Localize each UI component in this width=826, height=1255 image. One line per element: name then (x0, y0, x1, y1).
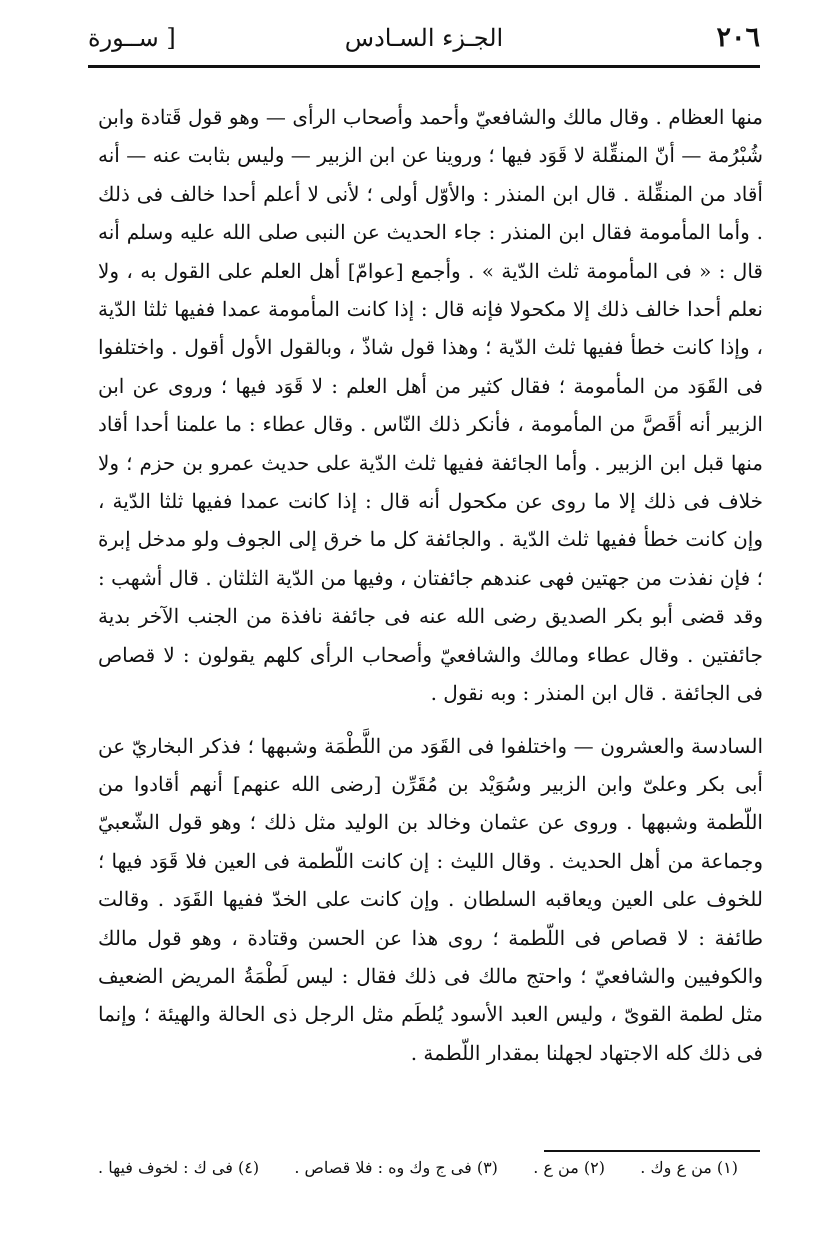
footnotes (98, 1158, 738, 1177)
paragraph-2: السادسة والعشرون — واختلفوا فى القَوَد من اللَّطْمَة وشبهها ؛ فذكر البخاريّ عن أبى بكر وعلىّ وابن الزبير وسُوَيْد بن مُقَرِّن [رضى الله عنهم] أنهم أقادوا من اللّطمة وشبهها . وروى عن عثمان وخالد بن الوليد مثل ذلك ؛ وهو قول الشّعبيّ وجماعة من أهل الحديث . وقال الليث : إن كانت اللّطمة فى العين فلا قَوَد فيها ؛ للخوف على العين ويعاقبه السلطان . وإن كانت على الخدّ ففيها القَوَد . وقالت طائفة : لا قصاص فى اللّطمة ؛ روى هذا عن الحسن وقتادة ، وهو قول مالك والكوفيين والشافعيّ ؛ واحتج مالك فى ذلك فقال : ليس لَطْمَةُ المريض الضعيف مثل لطمة القوىّ ، وليس العبد الأسود يُلطَم مثل الرجل ذى الحالة والهيئة ؛ وإنما فى ذلك كله الاجتهاد لجهلنا بمقدار اللّطمة . (98, 733, 763, 1065)
paragraph-1: منها العظام . وقال مالك والشافعيّ وأحمد وأصحاب الرأى — وهو قول قَتادة وابن شُبْرُمة — أنّ المنقِّلة لا قَوَد فيها ؛ وروينا عن ابن الزبير — وليس بثابت عنه — أنه أقاد من المنقِّلة . قال ابن المنذر : والأوّل أولى ؛ لأنى لا أعلم أحدا خالف فى ذلك . وأما المأمومة فقال ابن المنذر : جاء الحديث عن النبى صلى الله عليه وسلم أنه قال : « فى المأمومة ثلث الدّية » . وأجمع [عوامّ] أهل العلم على القول به ، ولا نعلم أحدا خالف ذلك إلا مكحولا فإنه قال : إذا كانت المأمومة عمدا ففيها ثلثا الدّية ، وإذا كانت خطأ ففيها ثلث الدّية ؛ وهذا قول شاذّ ، وبالقول الأول أقول . واختلفوا فى القَوَد من المأمومة ؛ فقال كثير من أهل العلم : لا قَوَد فيها ؛ وروى عن ابن الزبير أنه أقَصَّ من المأمومة ، فأنكر ذلك النّاس . وقال عطاء : ما علمنا أحدا أقاد منها قبل ابن الزبير . وأما الجائفة ففيها ثلث الدّية على حديث عمرو بن حزم ؛ ولا خلاف فى ذلك إلا ما روى عن مكحول أنه قال : إذا كانت عمدا ففيها ثلثا الدّية ، وإن كانت خطأ ففيها ثلث الدّية . والجائفة كل ما خرق إلى الجوف ولو مدخل إبرة ؛ فإن نفذت من جهتين فهى عندهم جائفتان ، وفيها من الدّية الثلثان . قال أشهب : وقد قضى أبو بكر الصديق رضى الله عنه فى جائفة نافذة من الجنب الآخر بدية جائفتين . وقال عطاء ومالك والشافعيّ وأصحاب الرأى كلهم يقولون : لا قصاص فى الجائفة . قال ابن المنذر : وبه نقول . (98, 105, 764, 706)
page-header (88, 22, 760, 62)
header-rule (88, 65, 760, 68)
part-title: الجـزء السـادس (344, 24, 504, 52)
footnote-2: (٢) من ع . (533, 1158, 605, 1177)
footnote-3: (٣) فى ج وك وه : فلا قصاص . (294, 1158, 498, 1177)
body-text (98, 98, 763, 1072)
footnote-1: (١) من ع وك . (640, 1158, 738, 1177)
footnote-rule (544, 1150, 760, 1152)
footnote-4: (٤) فى ك : لخوف فيها . (98, 1158, 260, 1177)
page-number: ٢٠٦ (716, 22, 760, 53)
surah-label: [ ســورة (88, 24, 176, 52)
